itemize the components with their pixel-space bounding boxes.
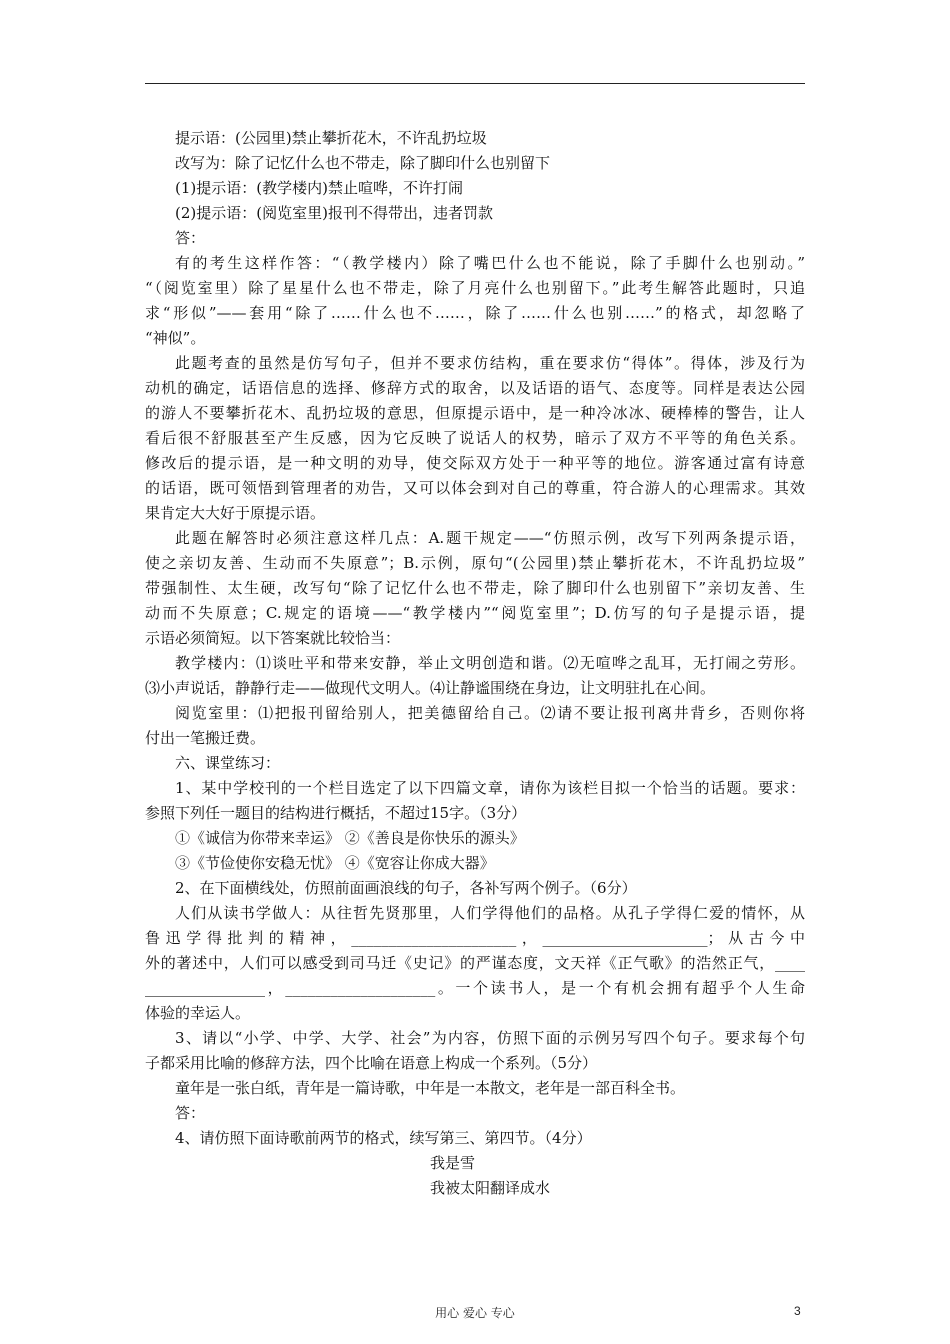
text-line: “（阅览室里）除了星星什么也不带走，除了月亮什么也别留下。”此考生解答此题时，只追 — [145, 279, 805, 297]
text-line: 看后很不舒服甚至产生反感，因为它反映了说话人的权势，暗示了双方不平等的角色关系。 — [145, 429, 805, 447]
page-number: 3 — [794, 1304, 801, 1318]
text-line: 4、请仿照下面诗歌前两节的格式，续写第三、第四节。（4分） — [175, 1129, 592, 1147]
text-line: 阅览室里：⑴把报刊留给别人，把美德留给自己。⑵请不要让报刊离井背乡，否则你将 — [175, 704, 805, 722]
text-line: 的话语，既可领悟到管理者的劝告，又可以体会到对自己的尊重，符合游人的心理需求。其效 — [145, 479, 805, 497]
text-line: 改写为：除了记忆什么也不带走，除了脚印什么也别留下 — [175, 154, 551, 172]
text-line: 有的考生这样作答：“（教学楼内）除了嘴巴什么也不能说，除了手脚什么也别动。” — [175, 254, 805, 272]
text-line: 1、某中学校刊的一个栏目选定了以下四篇文章，请你为该栏目拟一个恰当的话题。要求： — [175, 779, 805, 797]
text-line: 童年是一张白纸，青年是一篇诗歌，中年是一本散文，老年是一部百科全书。 — [175, 1079, 686, 1097]
text-line: 的游人不要攀折花木、乱扔垃圾的意思，但原提示语中，是一种冷冰冰、硬棒棒的警告，让人 — [145, 404, 805, 422]
text-line: 使之亲切友善、生动而不失原意”；B.示例，原句“(公园里)禁止攀折花木，不许乱扔垃圾” — [145, 554, 805, 572]
text-line: 示语必须简短。以下答案就比较恰当： — [145, 629, 401, 647]
text-line: 子都采用比喻的修辞方法，四个比喻在语意上构成一个系列。（5分） — [145, 1054, 598, 1072]
text-line: 动而不失原意；C.规定的语境——“教学楼内”“阅览室里”；D.仿写的句子是提示语，提 — [145, 604, 805, 622]
text-line: 果肯定大大好于原提示语。 — [145, 504, 326, 522]
text-line: 修改后的提示语，是一种文明的劝导，使交际双方处于一种平等的地位。游客通过富有诗意 — [145, 454, 805, 472]
page-footer: 用心 爱心 专心 — [435, 1306, 515, 1320]
poem-line: 我是雪 — [430, 1154, 476, 1172]
text-line: 鲁迅学得批判的精神，______________________，______________________；从古今中 — [145, 929, 805, 947]
text-line: 此题考查的虽然是仿写句子，但并不要求仿结构，重在要求仿“得体”。得体，涉及行为 — [175, 354, 805, 372]
text-line: 求“形似”——套用“除了……什么也不……，除了……什么也别……”的格式，却忽略了 — [145, 304, 805, 322]
text-line: ⑶小声说话，静静行走——做现代文明人。⑷让静谧围绕在身边，让文明驻扎在心间。 — [145, 679, 716, 697]
text-line: 体验的幸运人。 — [145, 1004, 251, 1022]
text-line: (2)提示语：(阅览室里)报刊不得带出，违者罚款 — [175, 204, 493, 222]
text-line: 带强制性、太生硬，改写句“除了记忆什么也不带走，除了脚印什么也别留下”亲切友善、生 — [145, 579, 805, 597]
text-line: 人们从读书学做人：从往哲先贤那里，人们学得他们的品格。从孔子学得仁爱的情怀，从 — [175, 904, 805, 922]
text-line: ③《节俭使你安稳无忧》 ④《宽容让你成大器》 — [175, 854, 495, 872]
text-line: 此题在解答时必须注意这样几点：A.题干规定——“仿照示例，改写下列两条提示语， — [175, 529, 805, 547]
text-line: 提示语：(公园里)禁止攀折花木，不许乱扔垃圾 — [175, 129, 487, 147]
text-line: 付出一笔搬迁费。 — [145, 729, 266, 747]
poem-line: 我被太阳翻译成水 — [430, 1179, 551, 1197]
text-line: “神似”。 — [145, 329, 206, 347]
text-line: 动机的确定，话语信息的选择、修辞方式的取舍，以及话语的语气、态度等。同样是表达公园 — [145, 379, 805, 397]
text-line: (1)提示语：(教学楼内)禁止喧哗，不许打闹 — [175, 179, 463, 197]
text-line: 3、请以“小学、中学、大学、社会”为内容，仿照下面的示例另写四个句子。要求每个句 — [175, 1029, 805, 1047]
text-line: 答： — [175, 1104, 206, 1122]
text-line: 2、在下面横线处，仿照前面画浪线的句子，各补写两个例子。（6分） — [175, 879, 637, 897]
text-line: 答： — [175, 229, 206, 247]
text-line: 外的著述中，人们可以感受到司马迁《史记》的严谨态度，文天祥《正气歌》的浩然正气，____ — [145, 954, 805, 972]
header-rule — [145, 83, 805, 84]
text-line: ________________，____________________。一个读书人，是一个有机会拥有超乎个人生命 — [145, 979, 805, 997]
text-line: ①《诚信为你带来幸运》 ②《善良是你快乐的源头》 — [175, 829, 525, 847]
text-line: 教学楼内：⑴谈吐平和带来安静，举止文明创造和谐。⑵无喧哗之乱耳，无打闹之劳形。 — [175, 654, 805, 672]
text-line: 参照下列任一题目的结构进行概括，不超过15字。（3分） — [145, 804, 527, 822]
section-heading: 六、课堂练习： — [175, 754, 281, 772]
